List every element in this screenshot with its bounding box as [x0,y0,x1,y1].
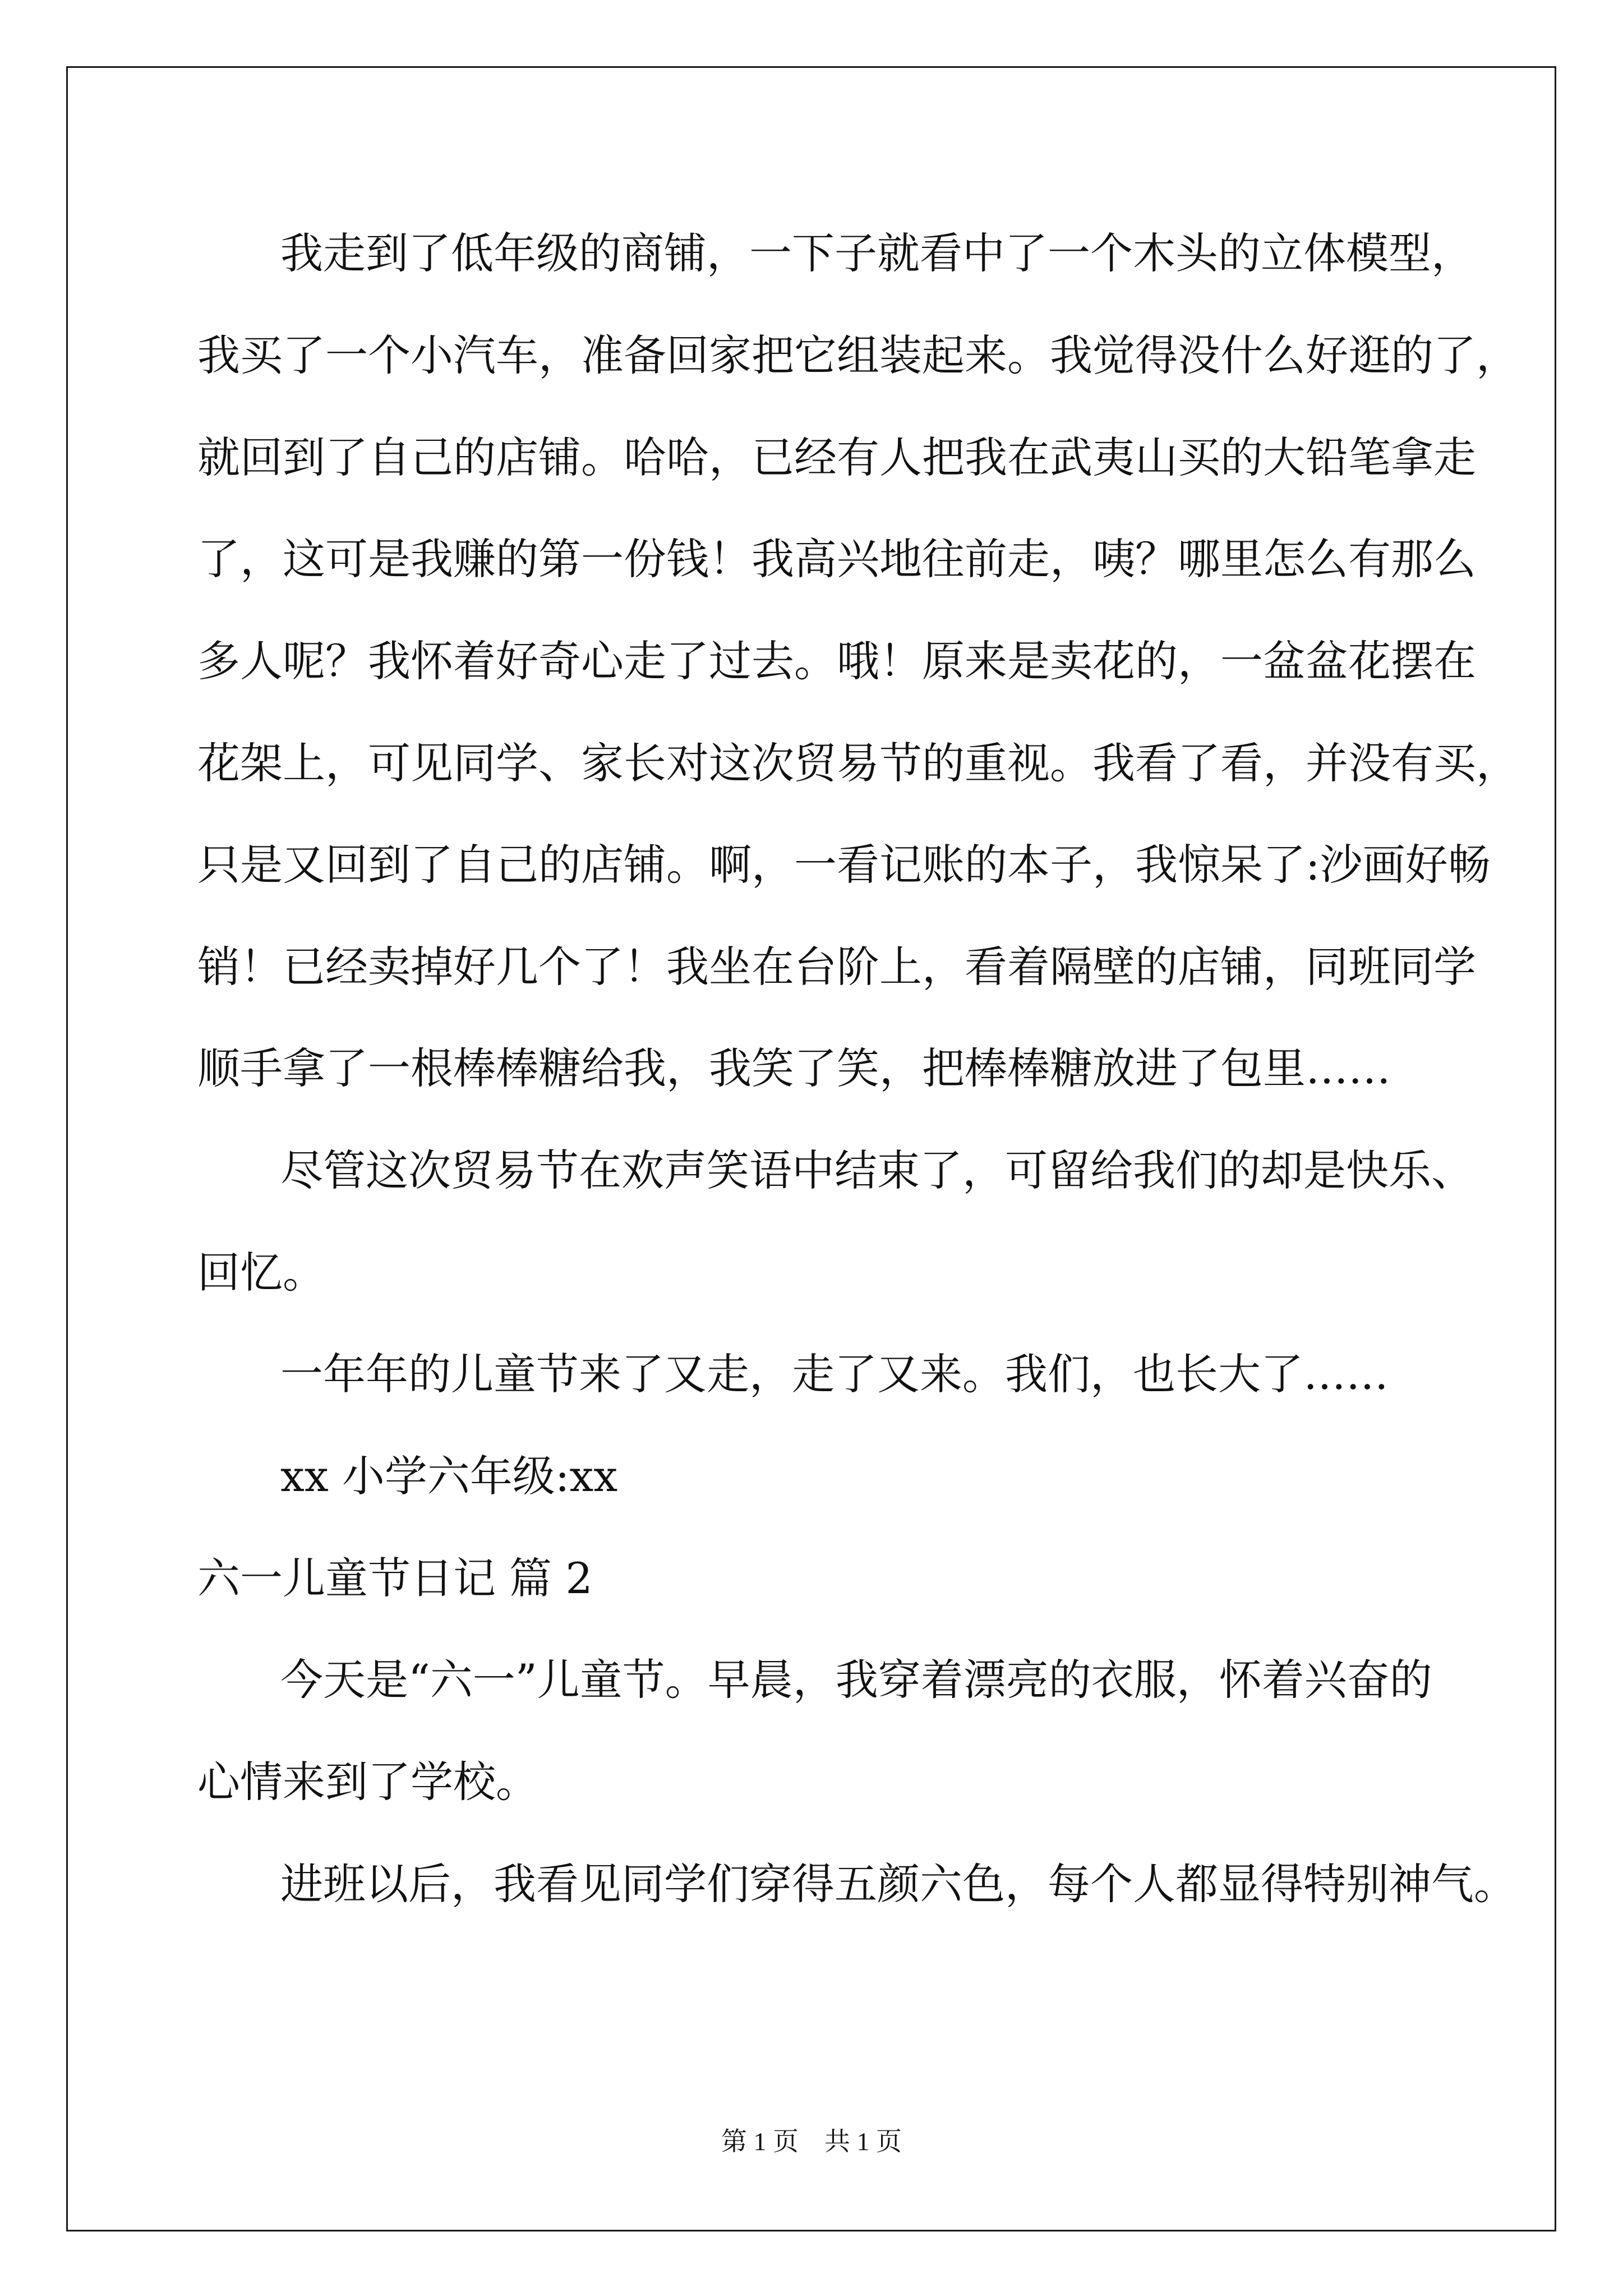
body-line-3: 就回到了自己的店铺。哈哈，已经有人把我在武夷山买的大铅笔拿走 [197,432,1476,482]
body-line-4: 了，这可是我赚的第一份钱！我高兴地往前走，咦？哪里怎么有那么 [197,534,1476,584]
body-line-1: 我走到了低年级的商铺，一下子就看中了一个木头的立体模型， [280,228,1474,278]
page-total: 共 1 页 [824,2127,902,2156]
page-number: 第 1 页 [721,2127,799,2156]
body-line-15: 进班以后，我看见同学们穿得五颜六色，每个人都显得特别神气。 [280,1859,1516,1909]
body-line-12: 一年年的儿童节来了又走，走了又来。我们，也长大了…… [280,1349,1389,1399]
body-line-2: 我买了一个小汽车，准备回家把它组装起来。我觉得没什么好逛的了， [197,330,1519,380]
body-line-11: 回忆。 [197,1248,325,1297]
body-line-9: 顺手拿了一根棒棒糖给我，我笑了笑，把棒棒糖放进了包里…… [197,1043,1391,1093]
body-line-14: 心情来到了学校。 [197,1757,538,1807]
page-footer [0,2125,1623,2159]
body-line-13: 今天是“六一”儿童节。早晨，我穿着漂亮的衣服，怀着兴奋的 [280,1655,1432,1705]
body-line-10: 尽管这次贸易节在欢声笑语中结束了，可留给我们的却是快乐、 [280,1145,1474,1195]
body-line-8: 销！已经卖掉好几个了！我坐在台阶上，看着隔壁的店铺，同班同学 [197,942,1476,992]
body-line-7: 只是又回到了自己的店铺。啊，一看记账的本子，我惊呆了:沙画好畅 [197,840,1491,890]
body-line-6: 花架上，可见同学、家长对这次贸易节的重视。我看了看，并没有买， [197,738,1519,788]
body-line-5: 多人呢？我怀着好奇心走了过去。哦！原来是卖花的，一盆盆花摆在 [197,636,1476,686]
section-heading: 六一儿童节日记 篇 2 [197,1553,593,1603]
author-line: xx 小学六年级:xx [280,1451,618,1501]
